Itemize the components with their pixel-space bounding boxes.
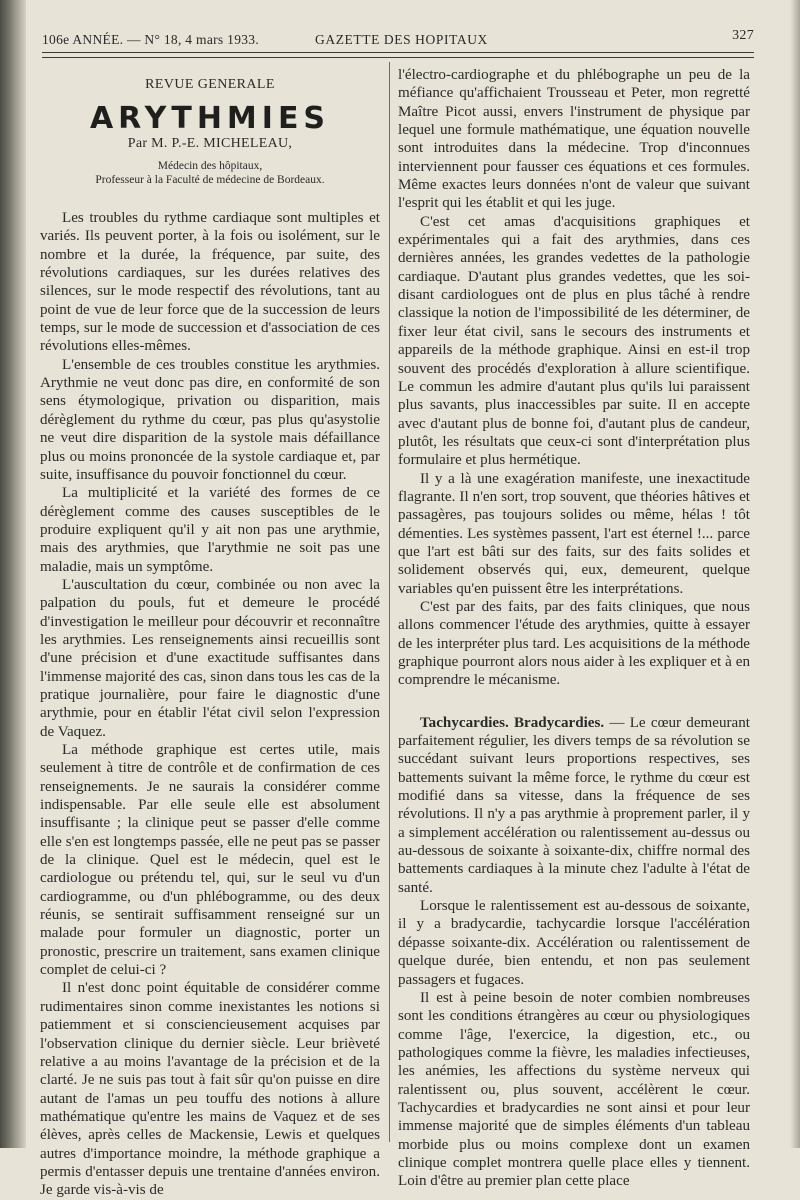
page-number: 327 bbox=[732, 28, 754, 43]
paragraph: L'ensemble de ces troubles constitue les arythmies. Arythmie ne veut donc pas dire, en conformité de son sens étymologique, privation ou disparition, mais dérèglement du rythme du cœur, pas plus qu'asystolie ne veut dire disparition de la systole mais défaillance plus ou moins prononcée de la systole cardiaque et, par suite, insuffisance du pouvoir fonctionnel du cœur. bbox=[40, 356, 380, 483]
paragraph: Il n'est donc point équitable de considérer comme rudimentaires sinon comme inexistantes les notions si patiemment et si consciencieusement acquises par l'observation clinique du dernier siècle. Leur brièveté relative a au moins l'avantage de la précision et de la clarté. Je ne suis pas tout à fait sûr qu'on puisse en dire autant de l'amas un peu touffu des notions à allure mathématique qu'entre les mains de Vaquez et de ses élèves, après celles de Mackensie, Lewis et quelques autres d'importance moindre, la méthode graphique a permis d'entasser depuis une trentaine d'années environ. Je garde vis-à-vis de bbox=[40, 980, 380, 1199]
section-heading: Tachycardies. Bradycardies. bbox=[420, 714, 605, 731]
paragraph: La méthode graphique est certes utile, mais seulement à titre de contrôle et de confirmation de ces renseignements. Je ne saurais la considérer comme indispensable. Par elle seule elle est absolument insuffisante ; la clinique peut se passer d'elle comme elle s'en est longtemps passée, elle ne peut pas se passer de la clinique. Quel est le médecin, quel est le cardiologue ou prétendu tel, qui, sur le seul vu d'un cardiogramme, ou d'un phlébogramme, ou des deux réunis, se sentirait suffisamment renseigné sur un malade pour formuler un diagnostic, porter un pronostic, prescrire un traitement, sans examen clinique complet de celui-ci ? bbox=[40, 742, 380, 979]
header-rule-double bbox=[42, 57, 754, 58]
section-kicker: REVUE GENERALE bbox=[145, 77, 275, 92]
column-divider bbox=[389, 62, 390, 1142]
paragraph: C'est cet amas d'acquisitions graphiques et expérimentales qui a fait des arythmies, dans ces dernières années, les grandes vedettes de la pathologie cardiaque. D'autant plus grandes vedettes, que les soi-disant cardiologues ont de plus en plus tâché à rendre classique la notion de l'impossibilité de les déterminer, de fixer leur état civil, sans le secours des instruments et appareils de la méthode graphique. Ainsi en est-il trop souvent des procédés d'exploration à allure scientifique. Le commun les admire d'autant plus qu'ils lui paraissent plus savants, plus inaccessibles par suite. Il en accepte avec d'autant plus de bonne foi, d'autant plus de candeur, plutôt, les résultats que ceux-ci sont d'interprétation plus formulaire et plus hermétique. bbox=[398, 213, 750, 469]
section-text: — Le cœur demeurant parfaitement régulier, les divers temps de sa révolution se succédant suivant leurs proportions respectives, ses battements suivant la même force, le rythme du cœur est modifié dans sa vitesse, dans la fréquence de ses révolutions. Il n'y a pas arythmie à proprement parler, il y a simplement accélération ou ralentissement au-dessus ou au-dessous de soixante à soixante-dix, chiffre normal des battements cardiaques à la minute chez l'adulte à l'état de santé. bbox=[398, 714, 750, 896]
left-column bbox=[40, 66, 380, 1199]
paragraph: Il y a là une exagération manifeste, une inexactitude flagrante. Il n'en sort, trop souvent, que théories hâtives et passagères, pas toujours solides ou même, hélas ! tôt démenties. Les systèmes passent, l'art est éternel !... parce que l'art est bâti sur des faits, sur des faits solides et solidement observés qui, eux, demeurent, quelque variables qu'en puissent être les interprétations. bbox=[398, 470, 750, 597]
journal-name: GAZETTE DES HOPITAUX bbox=[315, 32, 488, 47]
header-rule bbox=[42, 52, 754, 53]
author-byline: Par M. P.-E. MICHELEAU, bbox=[127, 135, 293, 151]
page-binding-shadow bbox=[0, 0, 26, 1148]
section-paragraph bbox=[398, 714, 750, 897]
paragraph: C'est par des faits, par des faits cliniques, que nous allons commencer l'étude des arythmies, quitte à essayer de les interpréter plus tard. Les acquisitions de la méthode graphique pourront alors nous aider à les expliquer et à en comprendre le mécanisme. bbox=[398, 598, 750, 689]
paragraph: l'électro-cardiographe et du phlébographe un peu de la méfiance qu'affichaient Trousseau et Peter, mon regretté Maître Picot aussi, envers l'instrument de physique par lequel une formule mathématique, une équation nouvelle sont introduites dans la médecine. Trop d'inconnues interviennent pour fausser ces équations et ces formules. Même exactes leurs données n'ont de valeur que suivant l'esprit qui les établit et qui les juge. bbox=[398, 67, 750, 212]
paragraph: La multiplicité et la variété des formes de ce dérèglement comme des causes susceptibles de le produire expliquent qu'il y ait non pas une arythmie, mais des arythmies, que l'arythmie ne soit pas une maladie, mais un symptôme. bbox=[40, 485, 380, 575]
paragraph: Il est à peine besoin de noter combien nombreuses sont les conditions étrangères au cœur ou physiologiques comme l'âge, l'exercice, la digestion, etc., ou pathologiques comme la fièvre, les maladies infectieuses, les anémies, les affections du système nerveux qui ralentissent ou, plus souvent, accélèrent le cœur. Tachycardies et bradycardies ne sont ainsi et pour leur immense majorité que de simples éléments d'un tableau morbide plus ou moins complexe dont un examen clinique complet montrera quelle place elles y tiennent. Loin d'être au premier plan cette place bbox=[398, 989, 750, 1190]
running-header bbox=[42, 26, 754, 48]
paragraph: L'auscultation du cœur, combinée ou non avec la palpation du pouls, fut et demeure le procédé d'investigation le meilleur pour découvrir et reconnaître les arythmies. Les renseignements ainsi recueillis sont d'une précision et d'une exactitude suffisantes dans l'immense majorité des cas, sinon dans tous les cas de la pratique journalière, pour faire le diagnostic d'une arythmie, pour en établir l'état civil selon l'expression de Vaquez. bbox=[40, 576, 380, 740]
paragraph: Les troubles du rythme cardiaque sont multiples et variés. Ils peuvent porter, à la fois ou isolément, sur le nombre et la durée, la fréquence, par suite, des révolutions cardiaques, sur les durées relatives des silences, sur le mode respectif des révolutions, tant au point de vue de leur force que de la succession de leurs temps, sur le mode de succession et d'association de ces révolutions elles-mêmes. bbox=[40, 210, 380, 355]
article-title: ARYTHMIES bbox=[89, 101, 331, 137]
issue-line: 106e ANNÉE. — N° 18, 4 mars 1933. bbox=[42, 32, 260, 47]
author-affiliation: Médecin des hôpitaux, bbox=[157, 160, 263, 173]
page-edge-shadow bbox=[790, 0, 800, 1148]
author-affiliation: Professeur à la Faculté de médecine de Bordeaux. bbox=[95, 174, 325, 187]
right-column bbox=[398, 66, 750, 1190]
paragraph: Lorsque le ralentissement est au-dessous de soixante, il y a bradycardie, tachycardie lorsque l'accélération dépasse soixante-dix. Accélération ou ralentissement de quelque durée, bien entendu, et non pas seulement passagers et fugaces. bbox=[398, 898, 750, 988]
